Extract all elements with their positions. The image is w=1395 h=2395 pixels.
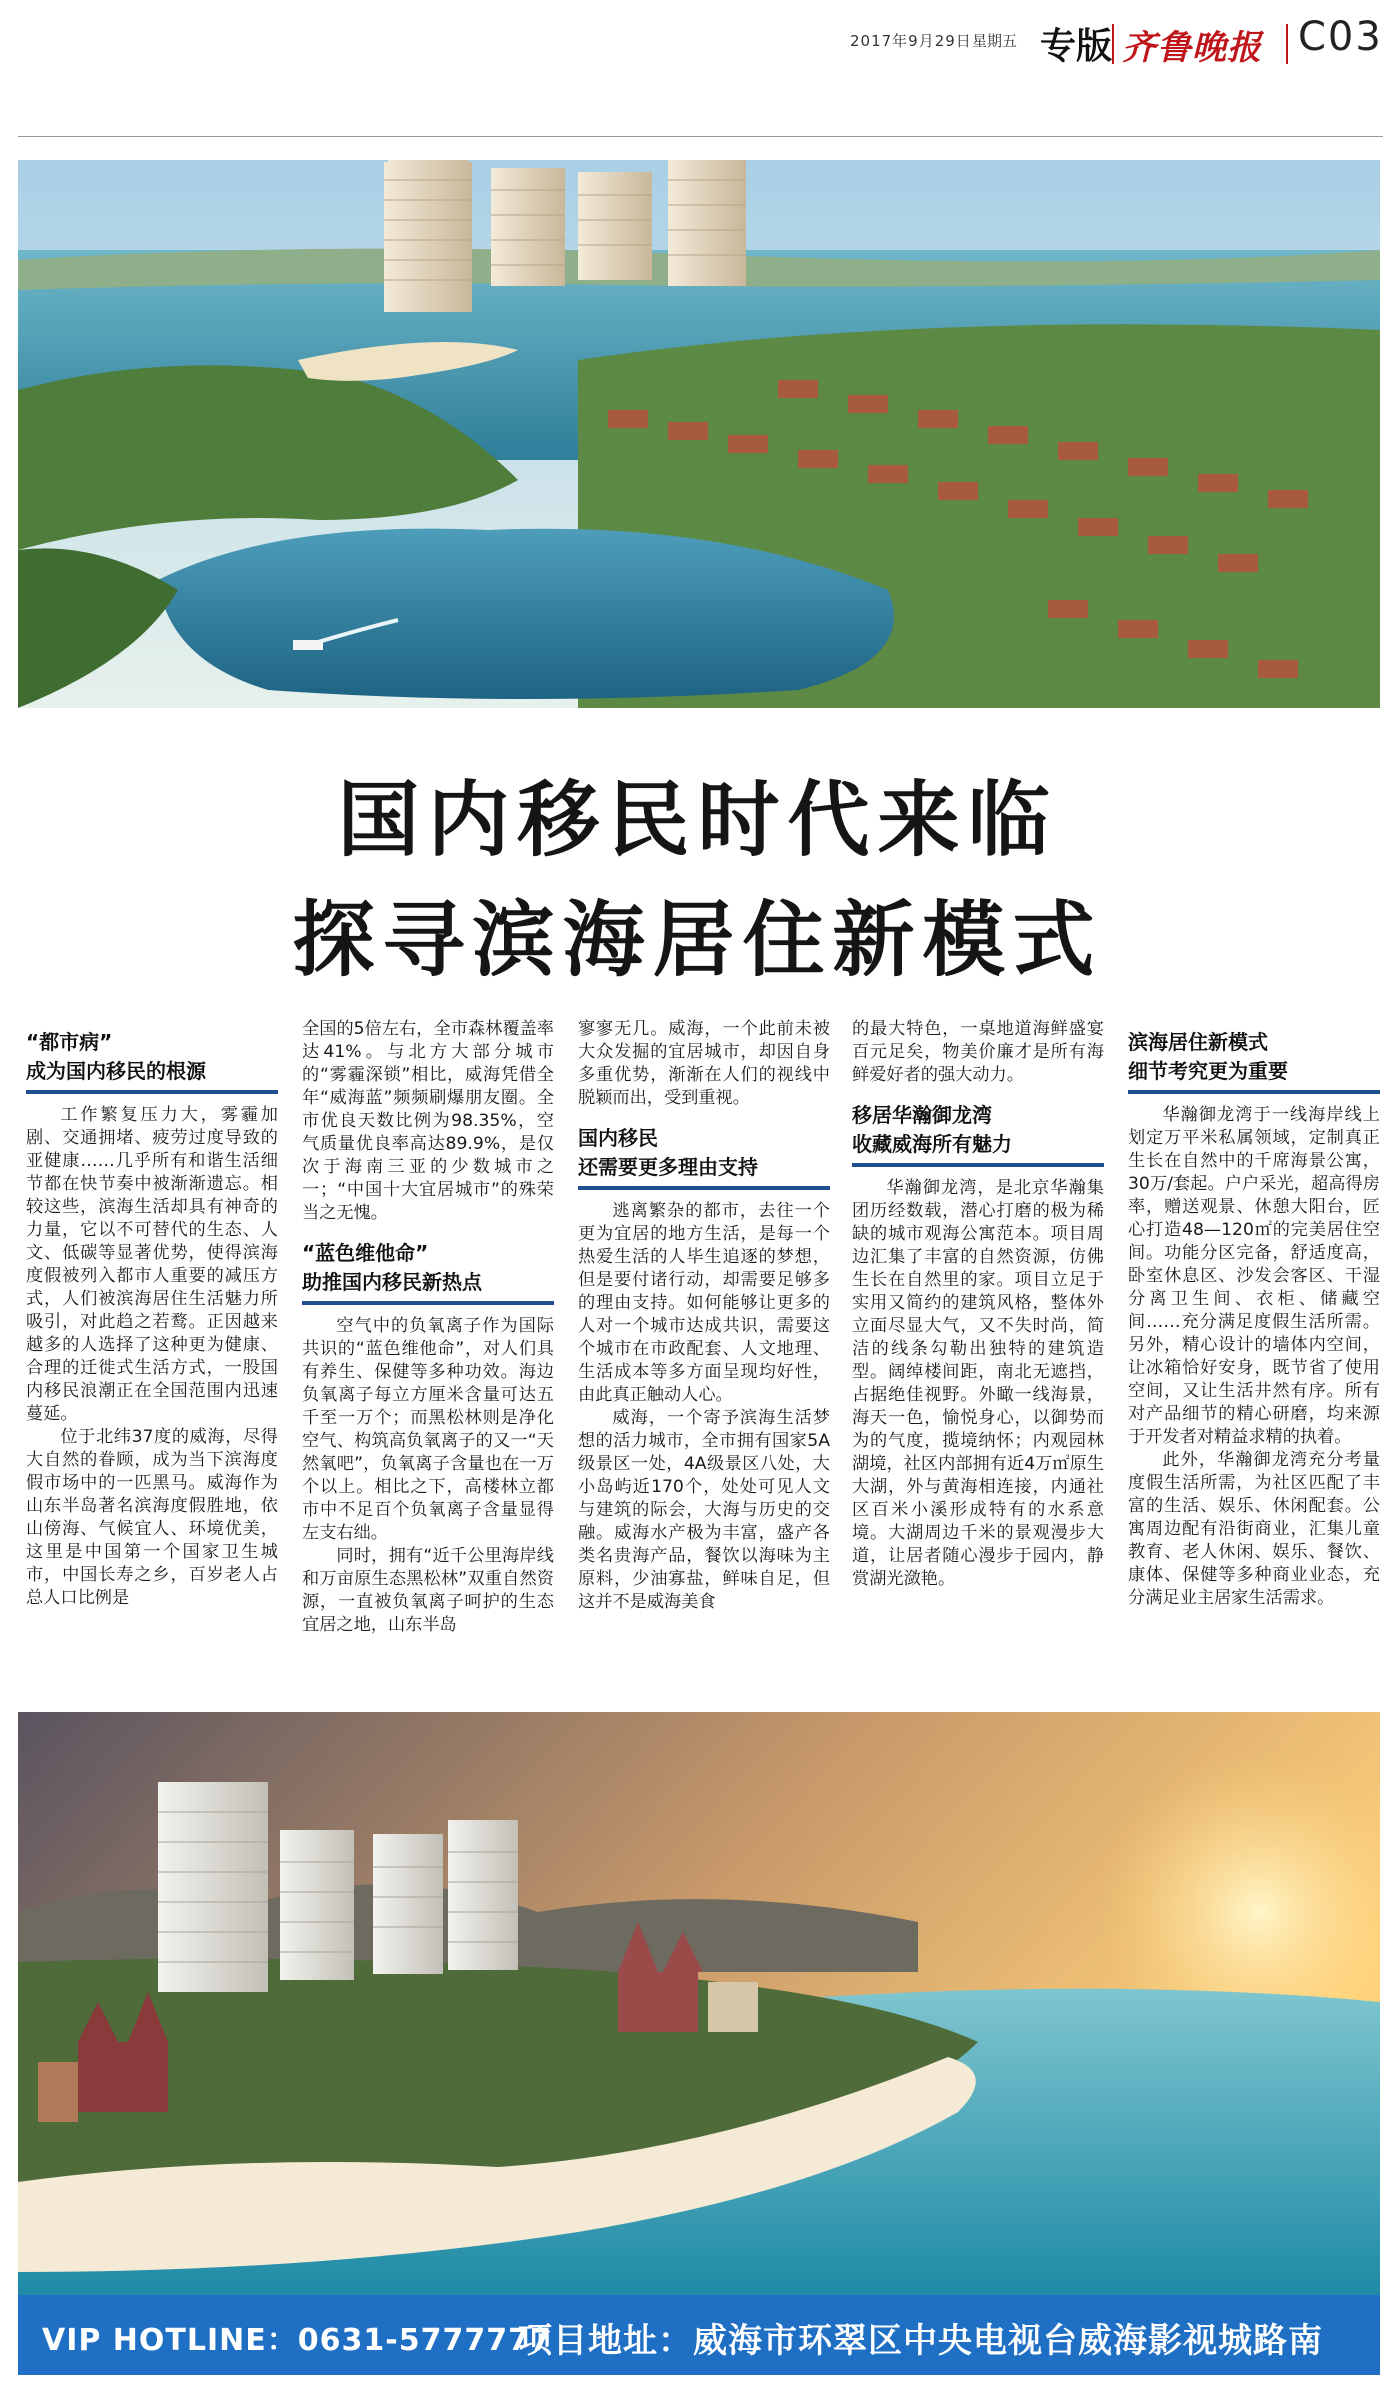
header-rule <box>18 136 1383 137</box>
article-column-4 <box>852 1018 1104 1591</box>
page-number: C03 <box>1298 14 1383 60</box>
section-kicker: “蓝色维他命” <box>302 1241 429 1265</box>
contact-footer-bar <box>18 2295 1380 2375</box>
paragraph: 逃离繁杂的都市，去往一个更为宜居的地方生活，是每一个热爱生活的人毕生追逐的梦想，但是要付诸行动，却需要足够多的理由支持。如何能够让更多的人对一个城市达成共识，需要这个城市在市政配套、人文地理、生活成本等多方面呈现均好性，由此真正触动人心。 <box>578 1201 830 1405</box>
section-kicker: “都市病” <box>26 1030 113 1054</box>
paragraph: 同时，拥有“近千公里海岸线和万亩原生态黑松林”双重自然资源，一直被负氧离子呵护的生态宜居之地，山东半岛 <box>302 1546 554 1635</box>
section-title: 收藏威海所有魅力 <box>852 1129 1104 1167</box>
section-label: 专版 <box>1040 26 1113 67</box>
bottom-resort-illustration <box>18 1712 1380 2295</box>
article-column-1 <box>26 1018 278 1610</box>
headline-line-1: 国内移民时代来临 <box>337 773 1058 868</box>
bottom-resort-photo <box>18 1712 1380 2295</box>
section-title: 助推国内移民新热点 <box>302 1267 554 1305</box>
top-resort-photo <box>18 160 1380 708</box>
section-kicker: 滨海居住新模式 <box>1128 1030 1268 1054</box>
paragraph: 全国的5倍左右，全市森林覆盖率达41%。与北方大部分城市的“雾霾深锁”相比，威海凭借全年“威海蓝”频频刷爆朋友圈。全市优良天数比例为98.35%，空气质量优良率高达89.9%，是仅次于海南三亚的少数城市之一；“中国十大宜居城市”的殊荣当之无愧。 <box>302 1019 554 1223</box>
paragraph: 位于北纬37度的威海，尽得大自然的眷顾，成为当下滨海度假市场中的一匹黑马。威海作为山东半岛著名滨海度假胜地，依山傍海、气候宜人、环境优美，这里是中国第一个国家卫生城市，中国长寿之乡，百岁老人占总人口比例是 <box>26 1427 278 1608</box>
newspaper-logo: 齐鲁晚报 <box>1122 28 1262 68</box>
masthead-divider <box>1112 24 1114 64</box>
paragraph: 工作繁复压力大，雾霾加剧、交通拥堵、疲劳过度导致的亚健康……几乎所有和谐生活细节都在快节奏中被渐渐遗忘。相较这些，滨海生活却具有神奇的力量，它以不可替代的生态、人文、低碳等显著优势，使得滨海度假被列入都市人重要的减压方式，人们被滨海居住生活魅力所吸引，对此趋之若鹜。正因越来越多的人选择了这种更为健康、合理的迁徙式生活方式，一股国内移民浪潮正在全国范围内迅速蔓延。 <box>26 1105 278 1424</box>
masthead-divider <box>1286 24 1288 64</box>
section-kicker: 国内移民 <box>578 1126 658 1150</box>
paragraph: 寥寥无几。威海，一个此前未被大众发掘的宜居城市，却因自身多重优势，渐渐在人们的视线中脱颖而出，受到重视。 <box>578 1019 830 1108</box>
issue-date: 2017年9月29日 <box>850 32 972 50</box>
article-column-2 <box>302 1018 554 1637</box>
article-column-3 <box>578 1018 830 1614</box>
paragraph: 华瀚御龙湾于一线海岸线上划定万平米私属领域，定制真正生长在自然中的千席海景公寓，30万/套起。户户采光，超高得房率，赠送观景、休憩大阳台，匠心打造48—120㎡的完美居住空间。功能分区完备，舒适度高，卧室休息区、沙发会客区、干湿分离卫生间、衣柜、储藏空间……充分满足度假生活所需。另外，精心设计的墙体内空间，让冰箱恰好安身，既节省了使用空间，又让生活井然有序。所有对产品细节的精心研磨，均来源于开发者对精益求精的执着。 <box>1128 1105 1380 1447</box>
paragraph: 华瀚御龙湾，是北京华瀚集团历经数载，潜心打磨的极为稀缺的城市观海公寓范本。项目周边汇集了丰富的自然资源，仿佛生长在自然里的家。项目立足于实用又简约的建筑风格，整体外立面尽显大气，又不失时尚，简洁的线条勾勒出独特的建筑造型。阔绰楼间距，南北无遮挡，占据绝佳视野。外瞰一线海景，海天一色，愉悦身心，以御势而为的气度，揽境纳怀；内观园林湖境，社区内部拥有近4万㎡原生大湖，外与黄海相连接，内通社区百米小溪形成特有的水系意境。大湖周边千米的景观漫步大道，让居者随心漫步于园内，静赏湖光潋艳。 <box>852 1178 1104 1589</box>
masthead <box>0 0 1395 78</box>
issue-weekday: 星期五 <box>972 32 1018 50</box>
section-kicker: 移居华瀚御龙湾 <box>852 1103 992 1127</box>
paragraph: 的最大特色，一桌地道海鲜盛宴百元足矣，物美价廉才是所有海鲜爱好者的强大动力。 <box>852 1019 1104 1085</box>
project-address: 项目地址：威海市环翠区中央电视台威海影视城路南 <box>518 2321 1323 2361</box>
headline-line-2: 探寻滨海居住新模式 <box>292 893 1103 988</box>
paragraph: 此外，华瀚御龙湾充分考量度假生活所需，为社区匹配了丰富的生活、娱乐、休闲配套。公寓周边配有沿街商业，汇集儿童教育、老人休闲、娱乐、餐饮、康体、保健等多种商业业态，充分满足业主居家生活需求。 <box>1128 1450 1380 1608</box>
top-resort-illustration <box>18 160 1380 708</box>
section-title: 成为国内移民的根源 <box>26 1056 278 1094</box>
section-title: 细节考究更为重要 <box>1128 1056 1380 1094</box>
section-title: 还需要更多理由支持 <box>578 1152 830 1190</box>
vip-hotline: VIP HOTLINE：0631-5777777 <box>42 2323 552 2358</box>
paragraph: 威海，一个寄予滨海生活梦想的活力城市，全市拥有国家5A级景区一处，4A级景区八处，大小岛屿近170个，处处可见人文与建筑的际会，大海与历史的交融。威海水产极为丰富，盛产各类名贵海产品，餐饮以海味为主原料，少油寡盐，鲜味自足，但这并不是威海美食 <box>578 1408 830 1612</box>
paragraph: 空气中的负氧离子作为国际共识的“蓝色维他命”，对人们具有养生、保健等多种功效。海边负氧离子每立方厘米含量可达五千至一万个；而黑松林则是净化空气、构筑高负氧离子的又一“天然氧吧”，负氧离子含量也在一万个以上。相比之下，高楼林立都市中不足百个负氧离子含量显得左支右绌。 <box>302 1316 554 1543</box>
article-column-5 <box>1128 1018 1380 1610</box>
